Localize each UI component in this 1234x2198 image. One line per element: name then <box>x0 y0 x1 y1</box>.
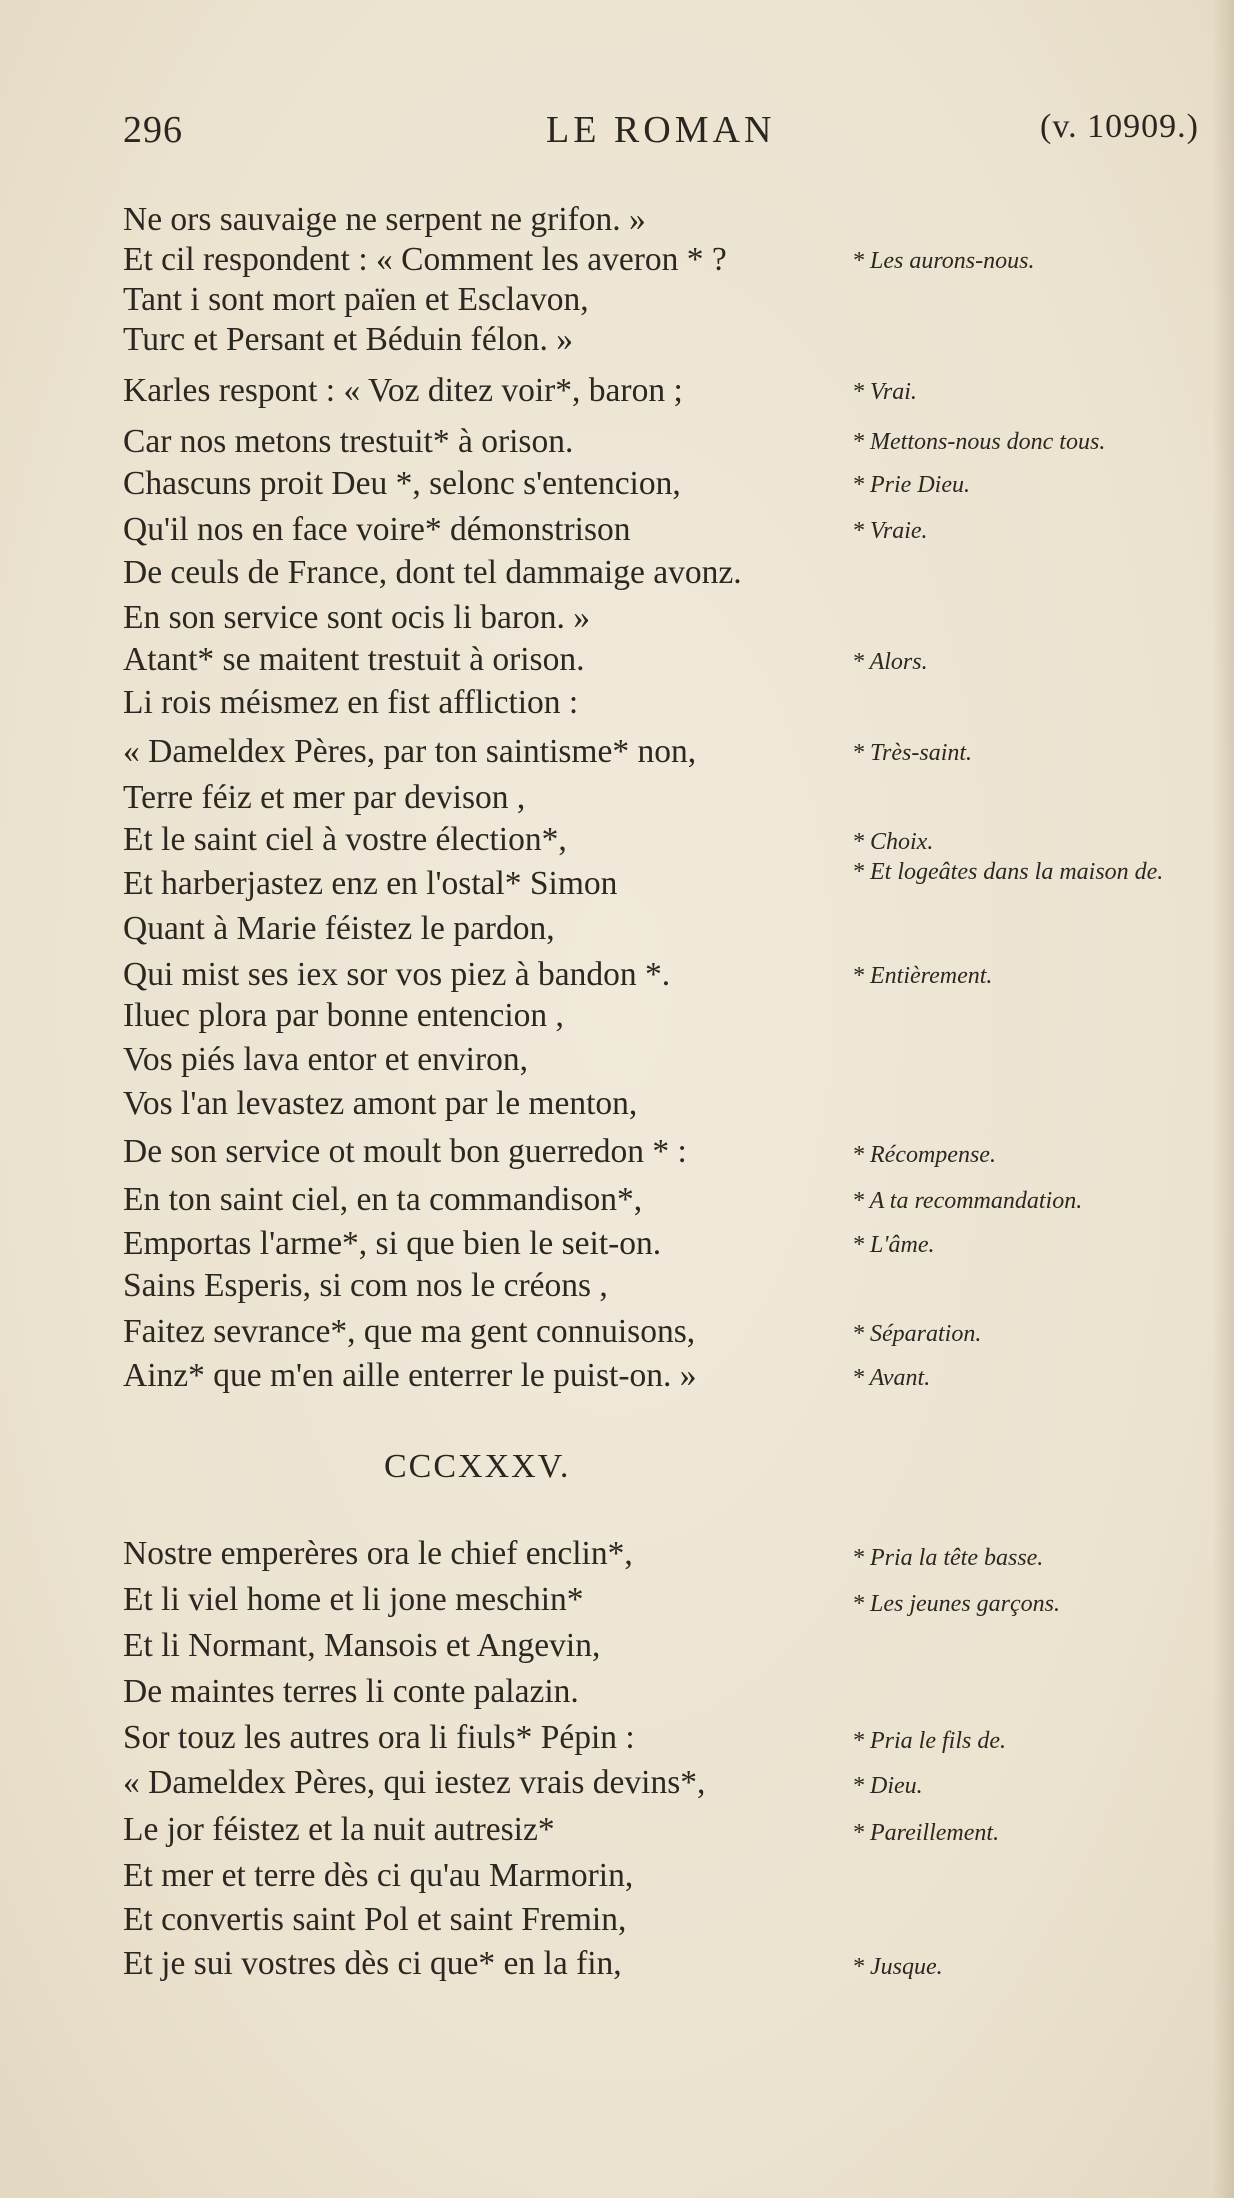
page-number: 296 <box>123 109 183 151</box>
margin-gloss: * Récompense. <box>852 1142 996 1168</box>
margin-gloss: * Séparation. <box>852 1321 982 1347</box>
verse-line: De maintes terres li conte palazin. <box>123 1673 579 1710</box>
verse-line: De son service ot moult bon guerredon * : <box>123 1133 687 1170</box>
verse-line: Nostre emperères ora le chief enclin*, <box>123 1535 633 1572</box>
verse-line: De ceuls de France, dont tel dammaige avonz. <box>123 554 742 591</box>
margin-gloss: * A ta recommandation. <box>852 1188 1083 1214</box>
verse-line: « Dameldex Pères, qui iestez vrais devins*, <box>123 1764 706 1801</box>
verse-line: Turc et Persant et Béduin félon. » <box>123 321 574 358</box>
margin-gloss: * Alors. <box>852 649 928 675</box>
verse-line: Qui mist ses iex sor vos piez à bandon *. <box>123 956 671 993</box>
verse-line: Li rois méismez en fist affliction : <box>123 684 579 721</box>
verse-line: Et convertis saint Pol et saint Fremin, <box>123 1901 627 1938</box>
margin-gloss: * Très-saint. <box>852 740 973 766</box>
verse-line: Quant à Marie féistez le pardon, <box>123 910 555 947</box>
page-edge-shadow <box>1212 0 1234 2198</box>
page-header <box>0 108 1234 168</box>
verse-line: Ainz* que m'en aille enterrer le puist-on. » <box>123 1357 697 1394</box>
section-number: CCCXXXV. <box>384 1448 571 1485</box>
verse-line: Emportas l'arme*, si que bien le seit-on. <box>123 1225 662 1262</box>
margin-gloss: * Dieu. <box>852 1773 923 1799</box>
verse-line: Faitez sevrance*, que ma gent connuisons, <box>123 1313 696 1350</box>
verse-line: En ton saint ciel, en ta commandison*, <box>123 1181 643 1218</box>
verse-line: Karles respont : « Voz ditez voir*, baron ; <box>123 372 683 409</box>
verse-line: Et cil respondent : « Comment les averon * ? <box>123 241 727 278</box>
verse-line: Atant* se maitent trestuit à orison. <box>123 641 585 678</box>
margin-gloss: * Entièrement. <box>852 963 993 989</box>
verse-line: Et mer et terre dès ci qu'au Marmorin, <box>123 1857 634 1894</box>
verse-line: Iluec plora par bonne entencion , <box>123 997 564 1034</box>
margin-gloss: * Vraie. <box>852 518 928 544</box>
verse-line: Vos l'an levastez amont par le menton, <box>123 1085 638 1122</box>
margin-gloss: * Avant. <box>852 1365 931 1391</box>
verse-line: Et harberjastez enz en l'ostal* Simon <box>123 865 618 902</box>
verse-line: Et je sui vostres dès ci que* en la fin, <box>123 1945 622 1982</box>
margin-gloss: * Choix. <box>852 829 934 855</box>
margin-gloss: * Prie Dieu. <box>852 472 970 498</box>
verse-line: En son service sont ocis li baron. » <box>123 599 591 636</box>
verse-line: Terre féiz et mer par devison , <box>123 779 526 816</box>
verse-line: Et li viel home et li jone meschin* <box>123 1581 584 1618</box>
verse-line: Car nos metons trestuit* à orison. <box>123 423 574 460</box>
verse-line: « Dameldex Pères, par ton saintisme* non, <box>123 733 697 770</box>
verse-line: Sor touz les autres ora li fiuls* Pépin : <box>123 1719 635 1756</box>
margin-gloss: * Pareillement. <box>852 1820 1000 1846</box>
margin-gloss: * Les jeunes garçons. <box>852 1591 1060 1617</box>
margin-gloss: * Pria la tête basse. <box>852 1545 1044 1571</box>
margin-gloss: * Vrai. <box>852 379 917 405</box>
verse-line: Qu'il nos en face voire* démonstrison <box>123 511 631 548</box>
verse-line: Ne ors sauvaige ne serpent ne grifon. » <box>123 201 646 238</box>
margin-gloss: * Pria le fils de. <box>852 1728 1006 1754</box>
verse-line: Chascuns proit Deu *, selonc s'entencion, <box>123 465 681 502</box>
verse-line: Et le saint ciel à vostre élection*, <box>123 821 567 858</box>
verse-line: Tant i sont mort païen et Esclavon, <box>123 281 589 318</box>
margin-gloss: * L'âme. <box>852 1232 935 1258</box>
verse-line: Et li Normant, Mansois et Angevin, <box>123 1627 601 1664</box>
margin-gloss: * Les aurons-nous. <box>852 248 1035 274</box>
margin-gloss: * Jusque. <box>852 1954 943 1980</box>
verse-line: Le jor féistez et la nuit autresiz* <box>123 1811 555 1848</box>
verse-line: Sains Esperis, si com nos le créons , <box>123 1267 608 1304</box>
margin-gloss: * Et logeâtes dans la maison de. <box>852 859 1164 885</box>
running-title: LE ROMAN <box>546 109 776 151</box>
margin-gloss: * Mettons-nous donc tous. <box>852 429 1106 455</box>
verse-reference: (v. 10909.) <box>1040 108 1199 145</box>
verse-line: Vos piés lava entor et environ, <box>123 1041 529 1078</box>
